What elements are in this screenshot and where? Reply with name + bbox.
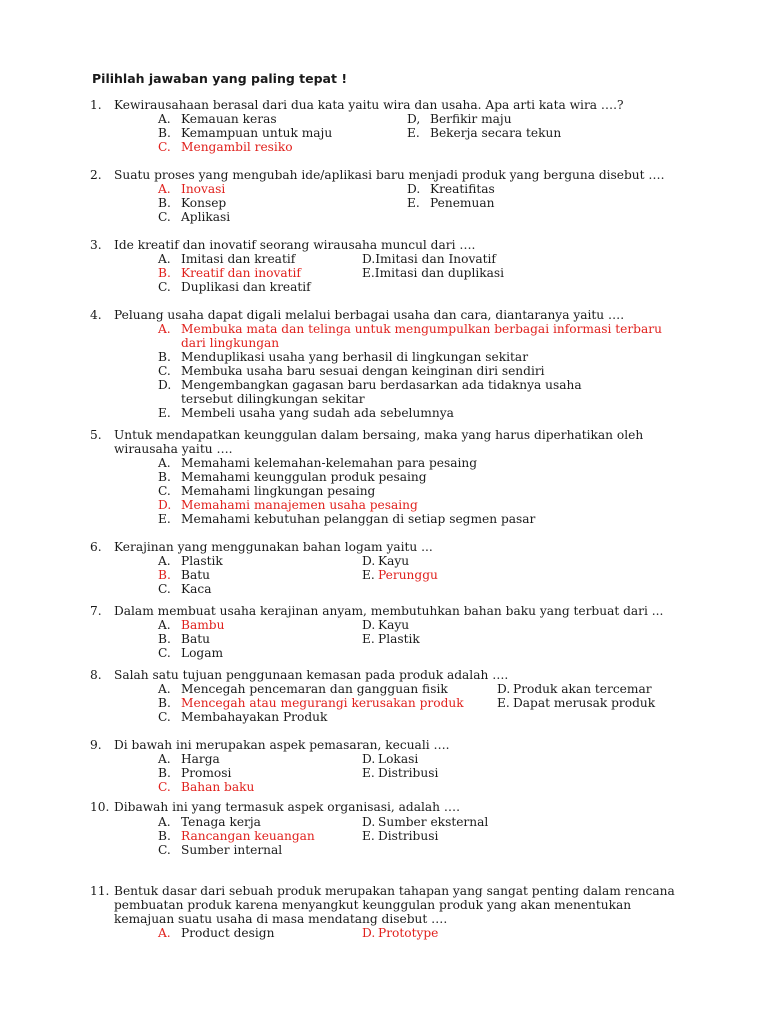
question-number: 8.	[90, 668, 102, 682]
option-e: E. Distribusi	[362, 829, 439, 843]
question-number: 10.	[90, 800, 110, 814]
question-stem: 4. Peluang usaha dapat digali melalui berbagai usaha dan cara, diantaranya yaitu ….	[90, 308, 625, 322]
option-a: A. Harga	[158, 752, 220, 766]
question-5	[90, 428, 650, 456]
option-b-correct: B. Mencegah atau megurangi kerusakan produk	[158, 696, 464, 710]
question-number: 6.	[90, 540, 102, 554]
option-c: C. Duplikasi dan kreatif	[158, 280, 311, 294]
question-number: 5.	[90, 428, 102, 442]
option-d: D. Sumber eksternal	[362, 815, 489, 829]
option-c: C. Memahami lingkungan pesaing	[158, 484, 376, 498]
option-e: E. Bekerja secara tekun	[407, 126, 562, 140]
option-e-correct: E. Perunggu	[362, 568, 438, 582]
option-d: D. Lokasi	[362, 752, 419, 766]
question-stem: 1. Kewirausahaan berasal dari dua kata yaitu wira dan usaha. Apa arti kata wira ….?	[90, 98, 624, 112]
question-stem: 2. Suatu proses yang mengubah ide/aplikasi baru menjadi produk yang berguna disebut ….	[90, 168, 665, 182]
option-c-correct: C. Mengambil resiko	[158, 140, 293, 154]
option-a: A. Plastik	[158, 554, 223, 568]
question-stem: 9. Di bawah ini merupakan aspek pemasaran, kecuali ….	[90, 738, 450, 752]
option-d: D. Produk akan tercemar	[497, 682, 652, 696]
question-stem: 5. Untuk mendapatkan keunggulan dalam bersaing, maka yang harus diperhatikan oleh wirausaha yaitu ….	[90, 428, 644, 456]
option-e: E. Penemuan	[407, 196, 495, 210]
option-a: A. Imitasi dan kreatif	[158, 252, 296, 266]
option-b: B. Batu	[158, 632, 210, 646]
option-c: C. Membahayakan Produk	[158, 710, 328, 724]
option-d: D. Kayu	[362, 618, 410, 632]
option-e: E.Imitasi dan duplikasi	[362, 266, 505, 280]
option-b: B. Menduplikasi usaha yang berhasil di lingkungan sekitar	[158, 350, 529, 364]
option-b: B. Memahami keunggulan produk pesaing	[158, 470, 427, 484]
option-a-correct: A. Bambu	[158, 618, 225, 632]
question-number: 1.	[90, 98, 102, 112]
option-a: A. Product design	[158, 926, 275, 940]
question-11	[90, 884, 680, 926]
option-a-correct: A. Inovasi	[158, 182, 226, 196]
question-stem: 10. Dibawah ini yang termasuk aspek organisasi, adalah ….	[90, 800, 460, 814]
option-c: C. Kaca	[158, 582, 212, 596]
option-d: D. Kayu	[362, 554, 410, 568]
question-number: 11.	[90, 884, 110, 898]
question-3	[90, 238, 690, 252]
option-a: A. Kemauan keras	[158, 112, 277, 126]
option-c: C. Sumber internal	[158, 843, 283, 857]
question-6	[90, 540, 690, 554]
option-c: C. Logam	[158, 646, 224, 660]
option-b-correct: B. Rancangan keuangan	[158, 829, 315, 843]
option-e: E. Plastik	[362, 632, 420, 646]
instruction-heading: Pilihlah jawaban yang paling tepat !	[92, 71, 348, 86]
question-1	[90, 98, 690, 112]
question-8	[90, 668, 690, 682]
option-c-correct: C. Bahan baku	[158, 780, 255, 794]
question-9	[90, 738, 690, 752]
question-stem: 7. Dalam membuat usaha kerajinan anyam, membutuhkan bahan baku yang terbuat dari ...	[90, 604, 664, 618]
option-b: B. Konsep	[158, 196, 227, 210]
option-d-correct: D. Memahami manajemen usaha pesaing	[158, 498, 418, 512]
option-b: B. Promosi	[158, 766, 232, 780]
question-number: 7.	[90, 604, 102, 618]
option-d: D. Kreatifitas	[407, 182, 495, 196]
question-number: 4.	[90, 308, 102, 322]
question-7	[90, 604, 690, 618]
option-b: B. Kemampuan untuk maju	[158, 126, 333, 140]
question-4	[90, 308, 690, 322]
option-c: C. Membuka usaha baru sesuai dengan keinginan diri sendiri	[158, 364, 545, 378]
question-stem: 11. Bentuk dasar dari sebuah produk merupakan tahapan yang sangat penting dalam rencana pembuatan produk karena menyangkut keunggulan produk yang akan menentukan kemajuan suatu usaha di masa mendatang disebut ….	[90, 884, 675, 926]
option-d: D.Imitasi dan Inovatif	[362, 252, 496, 266]
option-b-correct: B. Kreatif dan inovatif	[158, 266, 301, 280]
option-d: D. Mengembangkan gagasan baru berdasarkan ada tidaknya usaha tersebut dilingkungan sekitar	[158, 378, 582, 406]
option-c: C. Aplikasi	[158, 210, 231, 224]
option-e: E. Dapat merusak produk	[497, 696, 656, 710]
question-2	[90, 168, 690, 182]
question-stem: 8. Salah satu tujuan penggunaan kemasan pada produk adalah ….	[90, 668, 509, 682]
option-a: A. Memahami kelemahan-kelemahan para pesaing	[158, 456, 478, 470]
question-stem: 6. Kerajinan yang menggunakan bahan logam yaitu ...	[90, 540, 433, 554]
option-e: E. Memahami kebutuhan pelanggan di setiap segmen pasar	[158, 512, 536, 526]
option-d: D, Berfikir maju	[407, 112, 512, 126]
option-e: E. Distribusi	[362, 766, 439, 780]
question-number: 3.	[90, 238, 102, 252]
question-stem: 3. Ide kreatif dan inovatif seorang wirausaha muncul dari ….	[90, 238, 476, 252]
option-e: E. Membeli usaha yang sudah ada sebelumnya	[158, 406, 454, 420]
question-number: 9.	[90, 738, 102, 752]
option-a: A. Tenaga kerja	[158, 815, 261, 829]
question-10	[90, 800, 690, 814]
option-b: B. Batu	[158, 568, 210, 582]
option-a-correct: A. Membuka mata dan telinga untuk mengumpulkan berbagai informasi terbaru dari lingkungan	[158, 322, 662, 350]
question-number: 2.	[90, 168, 102, 182]
option-d-correct: D. Prototype	[362, 926, 439, 940]
option-a: A. Mencegah pencemaran dan gangguan fisik	[158, 682, 448, 696]
